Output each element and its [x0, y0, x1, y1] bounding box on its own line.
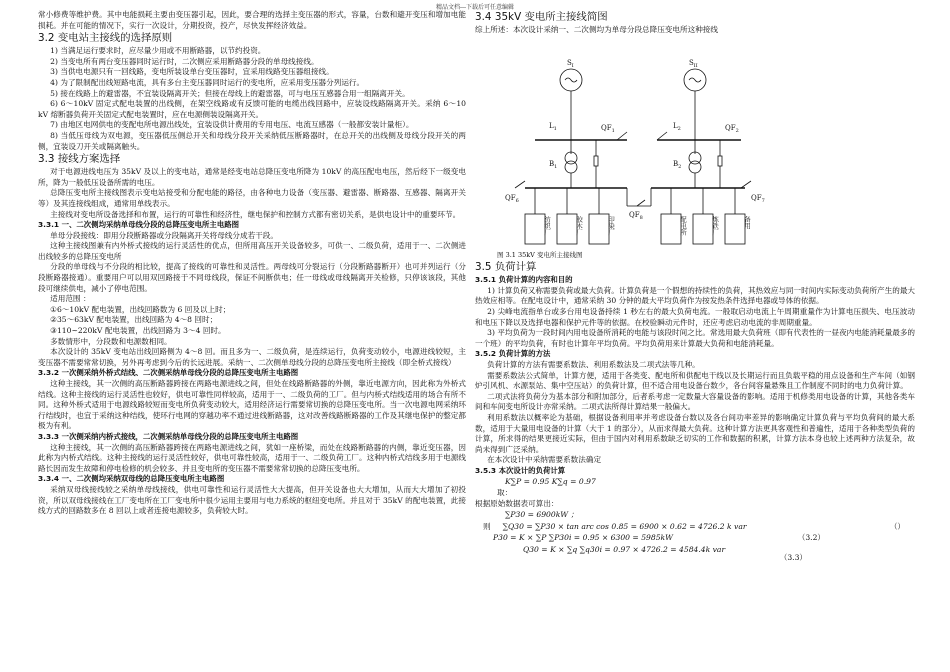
equation-intro: 根据原始数据表可算出：: [475, 498, 559, 508]
page-header: 精品文档---下载后可任意编辑: [435, 4, 515, 11]
transformer-b2-icon: [689, 161, 701, 173]
body-paragraph: 这种主接线图兼有内外桥式接线的运行灵活性的优点，但所用高压开关设备较多，可供一、二级负荷，适用于一、二次侧进出线较多的总降压变电所: [38, 241, 466, 261]
section-3-3-heading: 3.3 接线方案选择: [38, 153, 121, 166]
label-s1: S: [567, 58, 572, 67]
body-paragraph: 二项式法将负荷分为基本部分和附加部分，后者系考虑一定数量大容量设备的影响。适用于机修类用电设备的计算，其他各类车间和车间变电所设计亦常采纳。二项式法所得计算结果一般偏大。: [475, 391, 915, 412]
label-qf1: QF: [601, 123, 612, 132]
svg-text:B1: $B_1$: [549, 159, 558, 170]
label-b2: B: [673, 159, 679, 168]
body-paragraph: 单母分段接线：即用分段断路器或分段隔离开关将母线分成若干段。: [50, 230, 278, 240]
section-3-5-2-heading: 3.5.2 负荷计算的方法: [475, 349, 551, 359]
svg-text:L1: $L_1$: [549, 121, 557, 132]
principle-item: 1) 当满足运行要求时，应尽量少用或不用断路器，以节约投资。: [50, 46, 266, 56]
section-3-4-heading: 3.4 35kV 变电所主接线简图: [475, 11, 608, 23]
section-3-2-heading: 3.2 变电站主接线的选择原则: [38, 32, 173, 45]
intro-paragraph: 常小修费等维护费。其中电能损耗主要由变压器引起，因此，要合理的选择主变压器的形式，容量，台数和避开变压和增加电能损耗。并在可能的情况下，实行一次设计，分期投资，投产，尽快发挥经济效益。: [38, 10, 466, 30]
svg-text:QF7: $QF_7$: [751, 193, 765, 204]
section-3-3-4-heading: 3.3.4 一、二次侧均采纳双母线的总降压变电所主电路图: [38, 474, 225, 484]
scope-item: ③110~220kV 配电装置，出线回路为 3～4 回时。: [50, 326, 226, 336]
label-qf6: QF: [505, 193, 516, 202]
label-qf7: QF: [751, 193, 762, 202]
label-qf8: QF: [629, 210, 640, 219]
load-label: 配电所: [679, 215, 687, 236]
body-paragraph: 1) 计算负荷又称需要负荷或最大负荷。计算负荷是一个假想的持续性的负荷，其热效应与同一时间内实际变动负荷所产生的最大热效应相等。在配电设计中，通常采纳 30 分钟的最大平均负荷作为按发热条件选择电器或导体的依据。: [475, 285, 916, 306]
body-paragraph: 主接线对变电所设备选择和布置，运行的可靠性和经济性，继电保护和控制方式都有密切关系，是供电设计中的重要环节。: [50, 209, 461, 219]
equation-coefficients: K∑P = 0.95 K∑q = 0.97: [505, 477, 596, 487]
principle-item: 5) 接在线路上的避雷器，不宜装设隔离开关；但接在母线上的避雷器，可与电压互感器合用一组隔离开关。: [50, 88, 410, 98]
svg-text:QF1: $QF_1$: [601, 123, 615, 134]
equation-q30-sum: ∑Q30 = ∑P30 × tan arc cos 0.85 = 6900 × 0.62 = 4726.2 k var: [502, 521, 747, 531]
section-3-5-3-heading: 3.5.3 本次设计的负荷计算: [475, 465, 566, 475]
equation-then-label: 则: [483, 521, 491, 531]
load-label: 备用: [743, 215, 751, 229]
body-paragraph: 分段的单母线与不分段的相比较，提高了接线的可靠性和灵活性。两母线可分裂运行（分段断路器断开）也可并列运行（分段断路器接通）。重要用户可以用双回路接于不同母线段，保证不间断供电；任一母线或母线隔离开关检修，只停该该段，其他段可继续供电，减小了停电范围。: [38, 262, 466, 293]
label-l1: L: [549, 121, 554, 130]
svg-text:QF8: $QF_8$: [629, 210, 643, 221]
section-3-5-heading: 3.5 负荷计算: [475, 261, 537, 274]
label-s2: S: [689, 58, 694, 67]
principle-item: 8) 当低压母线为双电源，变压器低压侧总开关和母线分段开关采纳低压断路器时，在总开关的出线侧及母线分段开关的两侧，宜装设刀开关或隔离触头。: [38, 130, 466, 151]
equation-number: （3.3）: [779, 552, 807, 562]
svg-text:QF2: $QF_2$: [725, 123, 739, 134]
left-column: [38, 10, 466, 517]
equation-sum-q30: [475, 521, 915, 533]
section-3-3-2-heading: 3.3.2 一次侧采纳外桥式结线、二次侧采纳单母线分段的总降压变电所主电路图: [38, 368, 299, 378]
equation-sum-p30: ∑P30 = 6900kW ；: [505, 510, 579, 520]
label-b1: B: [549, 159, 555, 168]
scope-heading: 适用范围 ：: [50, 294, 91, 304]
body-paragraph: 利用系数法以概率论为基础，根据设备利用率并考虑设备台数以及各台间功率差异的影响确定计算负荷与平均负荷间的最大系数，适用于大量用电设备的计算（大于 1 的部分），从而求得最大负荷。这种计算方法更具客观性和普遍性，适用于各种类型负荷的计算，所求得的结果更接近实际，但由于国内对利用系数缺乏切实的工作和数据的积累，计算方法本身也较上述两种方法复杂，故尚未得到广泛采纳。: [475, 412, 915, 454]
principle-item: 4) 为了限制配出线短路电流，具有多台主变压器同时运行的变电所，应采用变压器分列运行。: [50, 77, 365, 87]
svg-text:B2: $B_2$: [673, 159, 682, 170]
svg-text:SII: $S_{II}$: [689, 58, 698, 69]
body-paragraph: 综上所述：本次设计采纳一、二次侧均为单母分段总降压变电所这种接线: [475, 25, 718, 34]
body-paragraph: 这种主接线，其一次侧的高压断路器跨接在两路电源进线之间，犹如一座桥梁，而处在线路断路器的内侧，靠近变压器，因此称为内桥式结线。这种主接线的运行灵活性较好，供电可靠性较高，适用于一、二级负荷工厂。这种内桥式结线多用于电源线路长因而发生故障和停电检修的机会较多、并且变电所的变压器不需要常常切换的总降压变电所。: [38, 442, 466, 473]
principle-item: 3) 当供电电源只有一回线路，变电所装设单台变压器时，宜采用线路变压器组接线。: [50, 67, 334, 77]
body-paragraph: 在本次设计中采纳需要系数法确定: [487, 455, 602, 465]
body-paragraph: 负荷计算的方法有需要系数法、利用系数法及二项式法等几种。: [487, 359, 700, 369]
principle-item: 6) 6～10kV 固定式配电装置的出线侧，在架空线路或有反馈可能的电缆出线回路中，应装设线路隔离开关。采纳 6～10 kV 熔断器负荷开关固定式配电装置时，应在电源侧装设隔离开关。: [38, 99, 466, 119]
main-wiring-diagram: [475, 36, 915, 250]
equation-q30-text: Q30 = K × ∑q ∑q30i = 0.97 × 4726.2 = 4584.4k var: [523, 544, 726, 554]
scope-item: ②35～63kV 配电装置，出线回路为 4～8 回时；: [50, 315, 218, 325]
svg-text:SI: $S_I$: [567, 58, 574, 69]
section-3-5-1-heading: 3.5.1 负荷计算的内容和目的: [475, 275, 573, 285]
body-paragraph: 总降压变电所主接线图表示变电站接受和分配电能的路径，由各种电力设备（变压器、避雷器、断路器、互感器、隔离开关等）及其连接线组成，通常用单线表示。: [38, 188, 466, 208]
principle-item: 7) 由地区电网供电的变配电所电源出线处，宜装设供计费用的专用电压、电流互感器（一般都安装计量柜）。: [50, 120, 414, 130]
svg-text:QF6: $QF_6$: [505, 193, 519, 204]
label-l2: L: [673, 121, 678, 130]
load-label: 纺织厂: [543, 215, 551, 236]
body-paragraph: 3) 平均负荷为一段时间内用电设备所消耗的电能与该段时间之比。常选用最大负荷班（即有代表性的一昼夜内电能消耗量最多的一个班）的平均负荷，有时也计算年平均负荷。平均负荷用来计算最大负荷和电能消耗量。: [475, 328, 916, 348]
right-column: [475, 10, 916, 562]
body-paragraph: 这种主接线，其一次侧的高压断路器跨接在两路电源进线之间，但处在线路断路器的外侧，靠近电源方向，因此称为外桥式结线。这种主接线的运行灵活性也较好，供电可靠性同样较高，适用于一、二级负荷的工厂。但与内桥式结线适用的场合有所不同。这种外桥式适用于电源线路较短而变电所负荷变动较大，适用经济运行需要常切换的总降压变电所。当一次电源电网采纳环行结线时，也宜于采纳这种结线，使环行电网的穿越功率不通过进线断路器，这对改善线路断路器的工作及其继电保护的整定都极为有利。: [38, 379, 466, 431]
body-paragraph: 采纳双母线接线较之采纳单母线接线，供电可靠性和运行灵活性大大提高，但开关设备也大大增加，从而大大增加了初投资，所以双母线接线在工厂变电所在工厂变电所中很少运用主要用与电力系统的枢纽变电所。并且对于 35kV 的配电装置，此接线方式的回路数多在 8 回以上或者连接电源较多，负荷较大时。: [38, 484, 466, 516]
load-label: 胶木厂: [575, 215, 583, 236]
section-3-3-1-heading: 3.3.1 一、二次侧均采纳单母线分段的总降压变电所主电路图: [38, 220, 239, 230]
body-paragraph: 2) 尖峰电流指单台或多台用电设备持续 1 秒左右的最大负荷电流。一般取启动电流上午周期重量作为计算电压损失、电压波动和电压下降以及选择电器和保护元件等的依据。在校验瞬动元件时，还应考虑启动电流的非周期重量。: [475, 306, 915, 327]
equation-take: 取：: [497, 487, 513, 497]
body-paragraph: 对于电源进线电压为 35kV 及以上的变电站，通常是经变电站总降压变电所降为 10kV 的高压配电电压，然后经下一级变电所，降为一般低压设备所需的电压。: [38, 167, 466, 187]
label-qf2: QF: [725, 123, 736, 132]
load-label: 炼铁厂: [711, 215, 719, 236]
equation-number: （3.2）: [797, 533, 825, 543]
body-paragraph: 需要系数法公式简单，计算方便，适用于各类变、配电所和供配电干线以及长期运行而且负载平稳的用点设备和生产车间（如钢炉引风机、水源泵站、集中空压站）的负荷计算，但不适合用电设备台数少，各台间容量悬殊且工作制度不同时的电力负荷计算。: [475, 370, 915, 391]
figure-caption: 图 3.1 35kV 变电所主接线图: [497, 250, 583, 259]
svg-text:L2: $L_2$: [673, 121, 681, 132]
equation-number: （）: [889, 521, 905, 531]
body-paragraph: 多数情形中，分段数和电源数相同。: [50, 336, 172, 346]
equation-p30-text: P30 = K × ∑P ∑P30i = 0.95 × 6300 = 5985kW: [493, 533, 673, 543]
equation-q30: [475, 544, 915, 562]
section-3-3-3-heading: 3.3.3 一次侧采纳内桥式接线，二次侧采纳单母线分段的总降压变电所主电路图: [38, 431, 299, 441]
principle-item: 2) 当变电所有两台变压器同时运行时，二次侧应采用断路器分段的单母线接线。: [50, 56, 319, 66]
transformer-b1-icon: [565, 161, 577, 173]
load-label: 印染厂: [607, 215, 615, 236]
equation-p30: [475, 532, 915, 544]
body-paragraph: 本次设计的 35kV 变电站出线回路侧为 4～8 回。而且多为一、二级负荷，是连续运行，负荷变动较小，电源进线较短，主变压器不需要常常切换，另外再考虑到今后的长远进展。采纳一、二次侧单母线分段的总降压变电所主接线（即全桥式接线）: [38, 347, 466, 367]
scope-item: ①6～10kV 配电装置，出线回路数为 6 回及以上时；: [50, 304, 231, 314]
